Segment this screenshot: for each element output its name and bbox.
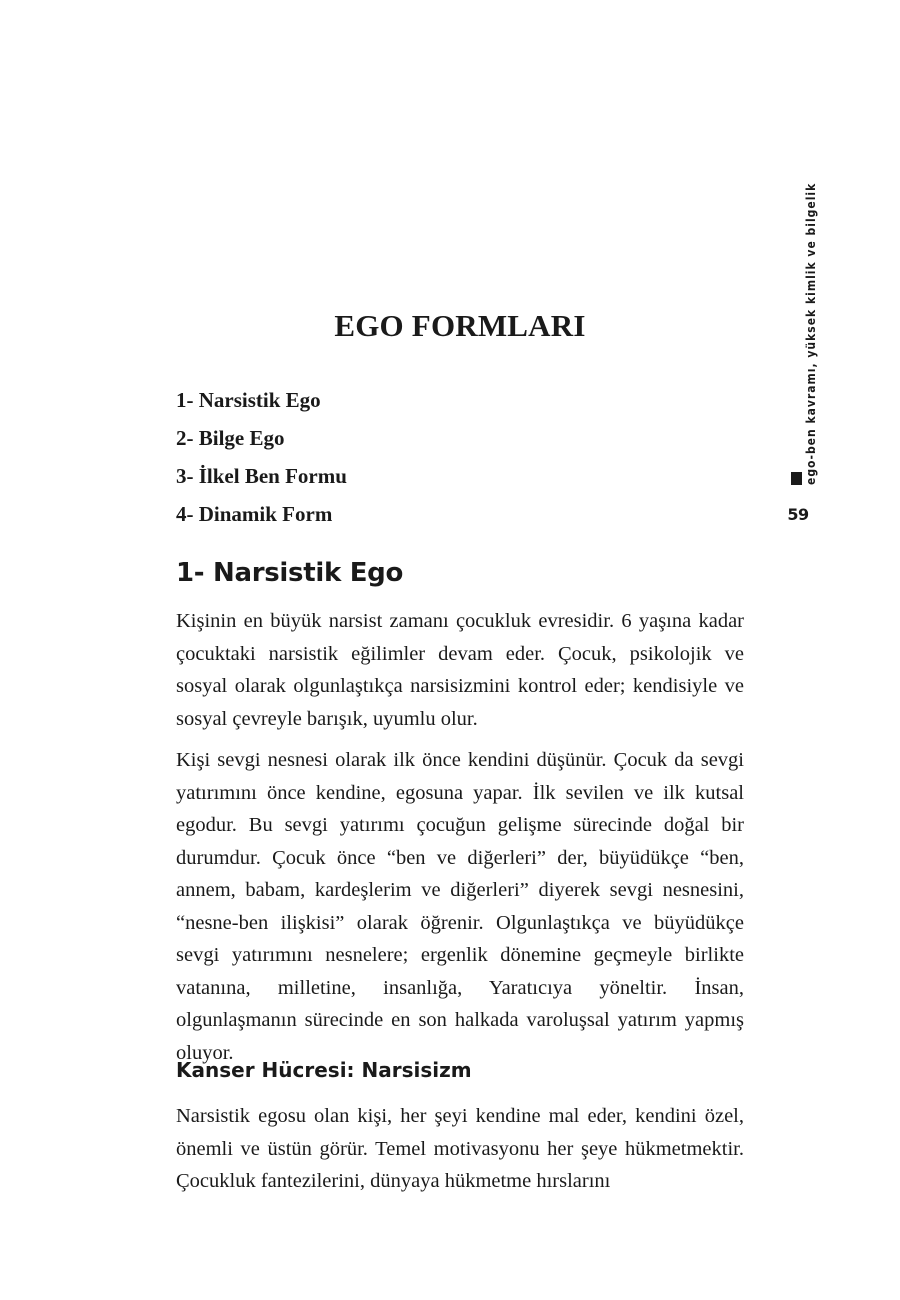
- page-number: 59: [787, 505, 809, 524]
- chapter-contents-list: [176, 384, 347, 536]
- contents-item: 1- Narsistik Ego: [176, 388, 321, 412]
- contents-item: 4- Dinamik Form: [176, 502, 333, 526]
- subsection-heading: Kanser Hücresi: Narsisizm: [176, 1058, 472, 1082]
- running-head-marker: [791, 472, 802, 485]
- paragraph: Kişi sevgi nesnesi olarak ilk önce kendini düşünür. Çocuk da sevgi yatırımını önce kendine, egosuna yapar. İlk sevilen ve ilk kutsal egodur. Bu sevgi yatırımı çocuğun gelişme sürecinde doğal bir durumdur. Çocuk önce “ben ve diğerleri” der, büyüdükçe “ben, annem, babam, kardeşlerim ve diğerleri” diyerek sevgi nesnesini, “nesne-ben ilişkisi” olarak öğrenir. Olgunlaştıkça ve büyüdükçe sevgi yatırımını nesnelere; ergenlik dönemine geçmeyle birlikte vatanına, milletine, insanlığa, Yaratıcıya yöneltir. İnsan, olgunlaşmanın sürecinde en son halkada varoluşsal yatırım yapmış oluyor.: [176, 749, 744, 1064]
- running-head-text: ego-ben kavramı, yüksek kimlik ve bilgelik: [804, 182, 818, 485]
- section-heading: 1- Narsistik Ego: [176, 558, 404, 588]
- paragraph: Narsistik egosu olan kişi, her şeyi kendine mal eder, kendini özel, önemli ve üstün görür. Temel motivasyonu her şeye hükmetmektir. Çocukluk fantezilerini, dünyaya hükmetme hırslarını: [176, 1105, 744, 1192]
- section-body: [176, 605, 744, 1078]
- chapter-title: EGO FORMLARI: [334, 308, 586, 343]
- contents-item: 2- Bilge Ego: [176, 426, 285, 450]
- contents-item: 3- İlkel Ben Formu: [176, 464, 347, 488]
- subsection-body: [176, 1100, 744, 1207]
- running-head: [787, 182, 818, 485]
- paragraph: Kişinin en büyük narsist zamanı çocukluk evresidir. 6 yaşına kadar çocuktaki narsistik eğilimler devam eder. Çocuk, psikolojik ve sosyal olarak olgunlaştıkça narsisizmini kontrol eder; kendisiyle ve sosyal çevreyle barışık, uyumlu olur.: [176, 610, 744, 730]
